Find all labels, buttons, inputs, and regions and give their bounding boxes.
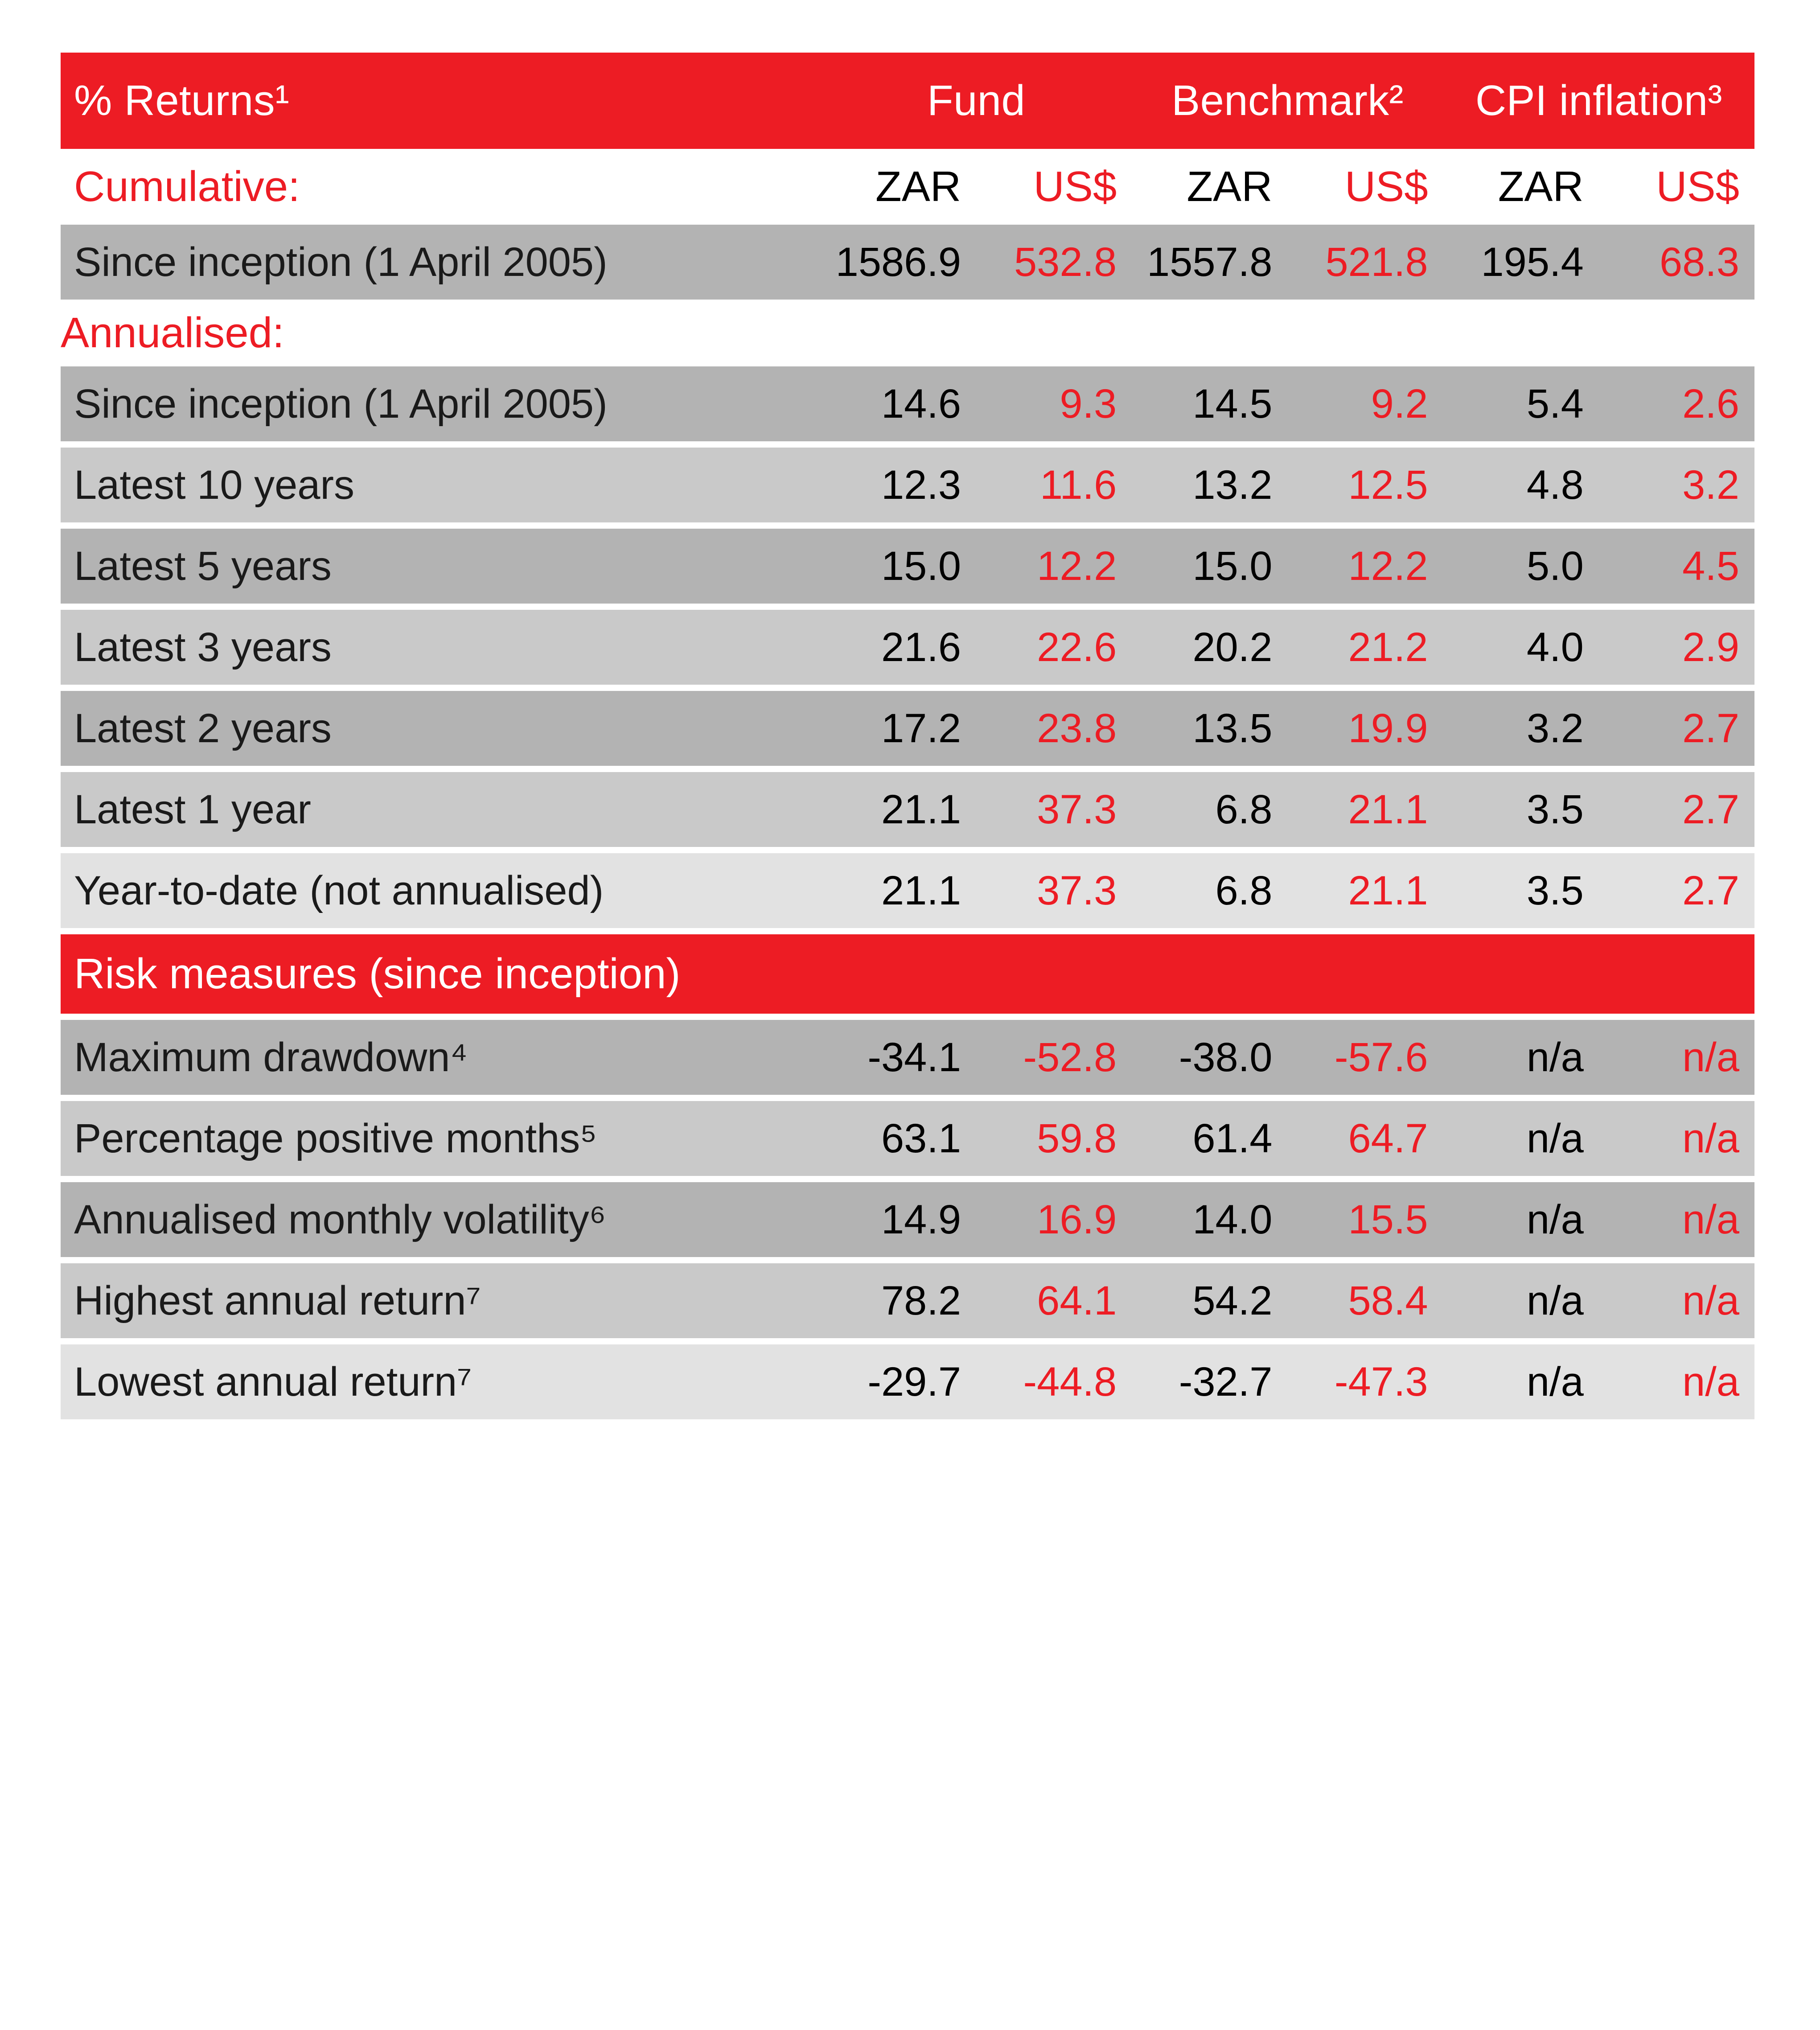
cell-fund-usd: 532.8 [976,225,1132,300]
cell-benchmark-zar: -38.0 [1132,1020,1287,1095]
cell-cpi-zar: n/a [1443,1344,1599,1419]
cell-fund-usd: 37.3 [976,772,1132,847]
table-row [61,853,1754,928]
row-label: Since inception (1 April 2005) [61,225,821,300]
section-label-annualised: Annualised: [61,300,1754,366]
table-row [61,1182,1754,1257]
row-label: Latest 3 years [61,610,821,685]
cell-fund-usd: -44.8 [976,1344,1132,1419]
cell-benchmark-usd: -47.3 [1287,1344,1443,1419]
cell-fund-usd: 23.8 [976,691,1132,766]
cell-cpi-zar: 3.2 [1443,691,1599,766]
cell-cpi-zar: 195.4 [1443,225,1599,300]
section-header-annualised [61,300,1754,366]
cell-fund-zar: 78.2 [821,1263,976,1338]
row-divider [61,1176,1754,1182]
row-divider [61,1014,1754,1020]
cell-benchmark-zar: 6.8 [1132,772,1287,847]
row-label: Latest 2 years [61,691,821,766]
risk-header-spacer-1 [821,934,976,1014]
risk-header-spacer-3 [1132,934,1287,1014]
cell-cpi-zar: n/a [1443,1020,1599,1095]
risk-header-spacer-4 [1287,934,1443,1014]
table-row [61,225,1754,300]
group-header-benchmark: Benchmark² [1132,53,1443,149]
cell-fund-usd: 64.1 [976,1263,1132,1338]
group-header-cpi: CPI inflation³ [1443,53,1754,149]
cell-benchmark-zar: 14.5 [1132,366,1287,441]
risk-header-spacer-5 [1443,934,1599,1014]
cell-benchmark-zar: 13.2 [1132,448,1287,522]
cell-benchmark-usd: -57.6 [1287,1020,1443,1095]
cell-cpi-usd: 2.7 [1599,853,1754,928]
row-label: Latest 10 years [61,448,821,522]
cell-cpi-zar: 3.5 [1443,853,1599,928]
cell-cpi-usd: 2.7 [1599,772,1754,847]
cell-benchmark-usd: 19.9 [1287,691,1443,766]
currency-header-row [61,149,1754,225]
row-divider [61,928,1754,934]
table-row [61,529,1754,604]
currency-cpi-usd: US$ [1599,149,1754,225]
table-row [61,1101,1754,1176]
cell-cpi-zar: 3.5 [1443,772,1599,847]
cell-fund-usd: -52.8 [976,1020,1132,1095]
table-title: % Returns¹ [61,53,821,149]
row-divider [61,604,1754,610]
cell-fund-usd: 11.6 [976,448,1132,522]
cell-cpi-zar: 5.4 [1443,366,1599,441]
section-header-risk [61,934,1754,1014]
row-label: Annualised monthly volatility⁶ [61,1182,821,1257]
row-divider [61,685,1754,691]
table-row [61,772,1754,847]
currency-fund-usd: US$ [976,149,1132,225]
currency-benchmark-zar: ZAR [1132,149,1287,225]
currency-fund-zar: ZAR [821,149,976,225]
cell-fund-zar: 21.6 [821,610,976,685]
cell-fund-zar: 17.2 [821,691,976,766]
cell-benchmark-usd: 64.7 [1287,1101,1443,1176]
table-row [61,366,1754,441]
cell-cpi-usd: n/a [1599,1263,1754,1338]
cell-benchmark-usd: 521.8 [1287,225,1443,300]
table-header-row [61,53,1754,149]
cell-benchmark-zar: 20.2 [1132,610,1287,685]
cell-fund-zar: 14.6 [821,366,976,441]
cell-fund-zar: 14.9 [821,1182,976,1257]
table-row [61,691,1754,766]
cell-fund-usd: 16.9 [976,1182,1132,1257]
row-label: Lowest annual return⁷ [61,1344,821,1419]
group-header-fund: Fund [821,53,1132,149]
cell-fund-zar: 21.1 [821,772,976,847]
cell-cpi-zar: n/a [1443,1263,1599,1338]
row-divider [61,441,1754,448]
cell-benchmark-usd: 21.2 [1287,610,1443,685]
returns-table [61,53,1754,1419]
cell-fund-zar: -29.7 [821,1344,976,1419]
cell-cpi-usd: n/a [1599,1344,1754,1419]
cell-fund-usd: 59.8 [976,1101,1132,1176]
currency-benchmark-usd: US$ [1287,149,1443,225]
cell-cpi-zar: 5.0 [1443,529,1599,604]
cell-cpi-usd: 2.9 [1599,610,1754,685]
cell-cpi-usd: 68.3 [1599,225,1754,300]
row-label: Year-to-date (not annualised) [61,853,821,928]
cell-benchmark-zar: 1557.8 [1132,225,1287,300]
risk-header-spacer-6 [1599,934,1754,1014]
row-label: Since inception (1 April 2005) [61,366,821,441]
cell-benchmark-zar: 15.0 [1132,529,1287,604]
cell-cpi-usd: n/a [1599,1182,1754,1257]
cell-cpi-usd: 4.5 [1599,529,1754,604]
currency-cpi-zar: ZAR [1443,149,1599,225]
row-divider [61,1095,1754,1101]
cell-benchmark-zar: 13.5 [1132,691,1287,766]
cell-benchmark-zar: 6.8 [1132,853,1287,928]
table-row [61,610,1754,685]
row-divider [61,1338,1754,1344]
cell-benchmark-zar: 14.0 [1132,1182,1287,1257]
cell-cpi-usd: n/a [1599,1020,1754,1095]
row-label: Percentage positive months⁵ [61,1101,821,1176]
cell-fund-usd: 22.6 [976,610,1132,685]
cell-fund-usd: 12.2 [976,529,1132,604]
cell-benchmark-zar: 61.4 [1132,1101,1287,1176]
cell-fund-usd: 9.3 [976,366,1132,441]
table-row [61,448,1754,522]
cell-benchmark-zar: -32.7 [1132,1344,1287,1419]
row-label: Latest 5 years [61,529,821,604]
section-label-risk: Risk measures (since inception) [61,934,821,1014]
cell-fund-zar: 15.0 [821,529,976,604]
cell-cpi-zar: 4.0 [1443,610,1599,685]
cell-fund-zar: 21.1 [821,853,976,928]
cell-benchmark-usd: 9.2 [1287,366,1443,441]
row-label: Latest 1 year [61,772,821,847]
cell-benchmark-usd: 12.2 [1287,529,1443,604]
cell-fund-zar: 1586.9 [821,225,976,300]
cell-cpi-usd: 2.6 [1599,366,1754,441]
cell-fund-zar: -34.1 [821,1020,976,1095]
row-label: Highest annual return⁷ [61,1263,821,1338]
cell-benchmark-zar: 54.2 [1132,1263,1287,1338]
table-row [61,1344,1754,1419]
row-divider [61,1257,1754,1263]
row-label: Maximum drawdown⁴ [61,1020,821,1095]
cell-fund-zar: 12.3 [821,448,976,522]
risk-header-spacer-2 [976,934,1132,1014]
table-row [61,1020,1754,1095]
cell-cpi-usd: n/a [1599,1101,1754,1176]
cell-benchmark-usd: 15.5 [1287,1182,1443,1257]
cell-benchmark-usd: 58.4 [1287,1263,1443,1338]
cell-benchmark-usd: 12.5 [1287,448,1443,522]
cell-benchmark-usd: 21.1 [1287,772,1443,847]
cell-fund-usd: 37.3 [976,853,1132,928]
cell-fund-zar: 63.1 [821,1101,976,1176]
cell-cpi-usd: 3.2 [1599,448,1754,522]
cell-cpi-zar: n/a [1443,1101,1599,1176]
row-divider [61,522,1754,529]
cell-cpi-zar: n/a [1443,1182,1599,1257]
row-divider [61,847,1754,853]
row-divider [61,766,1754,772]
cell-cpi-zar: 4.8 [1443,448,1599,522]
cell-benchmark-usd: 21.1 [1287,853,1443,928]
cell-cpi-usd: 2.7 [1599,691,1754,766]
section-label-cumulative: Cumulative: [61,149,821,225]
table-row [61,1263,1754,1338]
